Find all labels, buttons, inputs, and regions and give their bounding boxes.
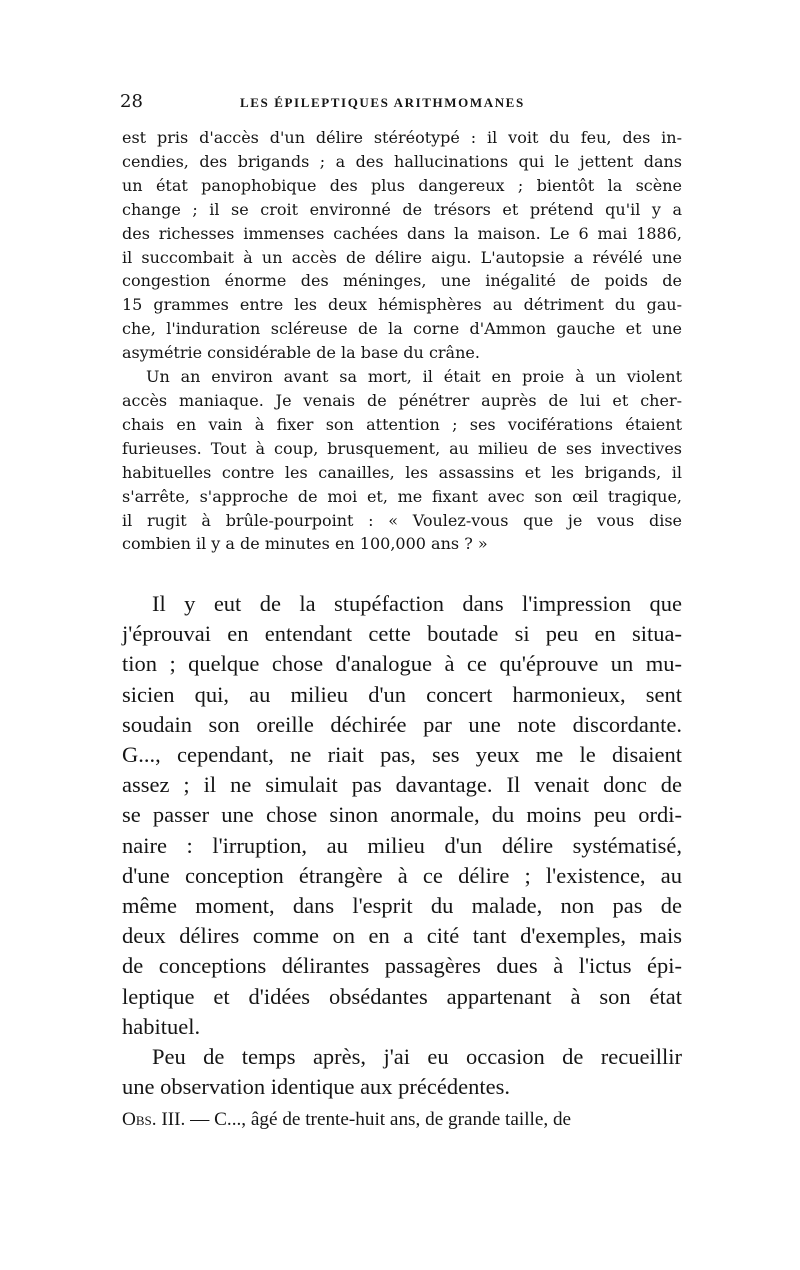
text-line: même moment, dans l'esprit du malade, non pas de	[122, 893, 682, 919]
page-number: 28	[120, 91, 143, 112]
text-line: congestion énorme des méninges, une inégalité de poids de	[122, 271, 682, 291]
text-line: habituelles contre les canailles, les assassins et les brigands, il	[122, 462, 682, 482]
text-line: asymétrie considérable de la base du crâne.	[122, 343, 480, 363]
text-line: furieuses. Tout à coup, brusquement, au milieu de ses invectives	[122, 438, 682, 458]
text-line: sicien qui, au milieu d'un concert harmonieux, sent	[122, 681, 682, 707]
text-line: se passer une chose sinon anormale, du moins peu ordi-	[122, 802, 682, 828]
text-line: il rugit à brûle-pourpoint : « Voulez-vous que je vous dise	[122, 510, 682, 530]
text-line: s'arrête, s'approche de moi et, me fixant avec son œil tragique,	[122, 486, 682, 506]
text-line: Peu de temps après, j'ai eu occasion de recueillir	[152, 1044, 682, 1070]
text-line: habituel.	[122, 1013, 201, 1039]
text-line: est pris d'accès d'un délire stéréotypé : il voit du feu, des in-	[122, 128, 682, 147]
main-paragraphs	[122, 589, 682, 1102]
observation-text: — C..., âgé de trente-huit ans, de grande taille, de	[185, 1109, 572, 1130]
text-line: un état panophobique des plus dangereux ; bientôt la scène	[122, 175, 682, 195]
text-line: che, l'induration scléreuse de la corne d'Ammon gauche et une	[122, 319, 682, 339]
text-line: une observation identique aux précédentes.	[122, 1074, 510, 1100]
text-line: change ; il se croit environné de trésors et prétend qu'il y a	[122, 199, 682, 219]
text-line: Un an environ avant sa mort, il était en proie à un violent	[146, 367, 682, 387]
text-line: naire : l'irruption, au milieu d'un délire systématisé,	[122, 832, 682, 858]
observation-label: Obs. III.	[122, 1109, 186, 1130]
text-line: combien il y a de minutes en 100,000 ans ? »	[122, 534, 488, 554]
text-line: G..., cependant, ne riait pas, ses yeux me le disaient	[122, 742, 682, 768]
observation-heading-line	[122, 1106, 682, 1134]
small-print-paragraphs	[122, 126, 682, 556]
observation-line	[122, 1106, 682, 1134]
text-line: d'une conception étrangère à ce délire ; l'existence, au	[122, 862, 682, 888]
text-line: accès maniaque. Je venais de pénétrer auprès de lui et cher-	[122, 390, 682, 410]
text-line: deux délires comme on en a cité tant d'exemples, mais	[122, 923, 682, 949]
text-line: chais en vain à fixer son attention ; ses vociférations étaient	[122, 414, 682, 434]
text-line: Il y eut de la stupéfaction dans l'impression que	[152, 591, 682, 616]
text-line: il succombait à un accès de délire aigu. L'autopsie a révélé une	[122, 247, 682, 267]
page-header	[120, 90, 680, 114]
text-line: tion ; quelque chose d'analogue à ce qu'éprouve un mu-	[122, 651, 682, 677]
text-line: assez ; il ne simulait pas davantage. Il venait donc de	[122, 772, 682, 798]
text-line: des richesses immenses cachées dans la maison. Le 6 mai 1886,	[122, 223, 682, 243]
text-line: j'éprouvai en entendant cette boutade si peu en situa-	[122, 621, 682, 647]
running-title: LES ÉPILEPTIQUES ARITHMOMANES	[240, 95, 525, 110]
text-line: de conceptions délirantes passagères dues à l'ictus épi-	[122, 953, 682, 979]
text-line: cendies, des brigands ; a des hallucinations qui le jettent dans	[122, 151, 682, 171]
text-line: 15 grammes entre les deux hémisphères au détriment du gau-	[122, 295, 682, 315]
text-line: soudain son oreille déchirée par une note discordante.	[122, 711, 682, 737]
text-line: leptique et d'idées obsédantes appartenant à son état	[122, 983, 682, 1009]
